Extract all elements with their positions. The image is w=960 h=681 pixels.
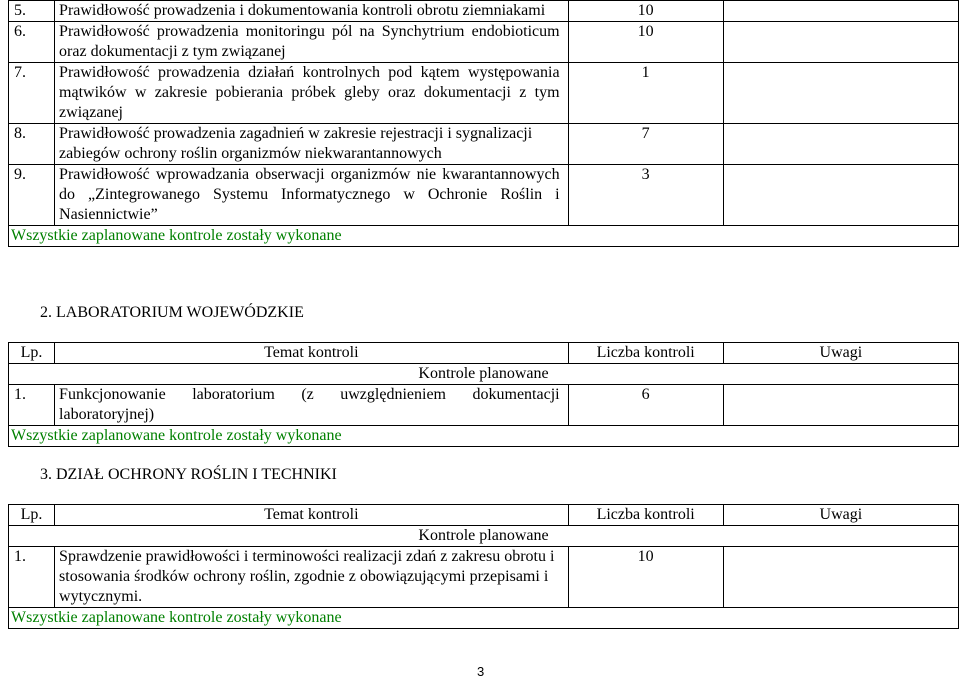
section-heading-plant-protection: 3. DZIAŁ OCHRONY ROŚLIN I TECHNIKI (40, 466, 337, 483)
page-number: 3 (477, 664, 485, 679)
header-topic: Temat kontroli (55, 505, 569, 526)
row-topic: Prawidłowość prowadzenia i dokumentowania kontroli obrotu ziemniakami (55, 1, 569, 22)
summary-row (9, 426, 959, 447)
row-count: 6 (568, 385, 723, 426)
table-row (9, 385, 959, 426)
header-notes: Uwagi (723, 505, 958, 526)
row-number: 1. (9, 547, 55, 608)
header-row (9, 505, 959, 526)
header-topic: Temat kontroli (55, 343, 569, 364)
planned-label: Kontrole planowane (9, 526, 959, 547)
row-count: 10 (568, 22, 723, 63)
planned-row (9, 364, 959, 385)
row-number: 9. (9, 165, 55, 226)
laboratory-table (8, 342, 959, 447)
table-row (9, 22, 959, 63)
summary-text: Wszystkie zaplanowane kontrole zostały wykonane (9, 426, 959, 447)
row-topic: Prawidłowość wprowadzania obserwacji organizmów nie kwarantannowych do „Zintegrowanego Systemu Informatycznego w Ochronie Roślin i Nasiennictwie” (55, 165, 569, 226)
row-notes (723, 165, 958, 226)
header-count: Liczba kontroli (568, 343, 723, 364)
planned-row (9, 526, 959, 547)
row-number: 8. (9, 124, 55, 165)
row-number: 7. (9, 63, 55, 124)
controls-table-continued (8, 0, 959, 247)
table-row (9, 165, 959, 226)
summary-row (9, 226, 959, 247)
section-heading-laboratory: 2. LABORATORIUM WOJEWÓDZKIE (40, 304, 304, 321)
row-notes (723, 22, 958, 63)
row-topic: Prawidłowość prowadzenia monitoringu pól na Synchytrium endobioticum oraz dokumentacji z tym związanej (55, 22, 569, 63)
row-count: 3 (568, 165, 723, 226)
summary-row (9, 608, 959, 629)
summary-text: Wszystkie zaplanowane kontrole zostały wykonane (9, 608, 959, 629)
row-count: 7 (568, 124, 723, 165)
row-notes (723, 124, 958, 165)
table-row (9, 63, 959, 124)
summary-text: Wszystkie zaplanowane kontrole zostały wykonane (9, 226, 959, 247)
row-count: 1 (568, 63, 723, 124)
table-row (9, 1, 959, 22)
header-lp: Lp. (9, 505, 55, 526)
table-row (9, 124, 959, 165)
header-notes: Uwagi (723, 343, 958, 364)
plant-protection-table (8, 504, 959, 629)
header-count: Liczba kontroli (568, 505, 723, 526)
row-notes (723, 63, 958, 124)
header-row (9, 343, 959, 364)
row-topic: Sprawdzenie prawidłowości i terminowości realizacji zdań z zakresu obrotu i stosowania środków ochrony roślin, zgodnie z obowiązującymi przepisami i wytycznymi. (55, 547, 569, 608)
row-count: 10 (568, 1, 723, 22)
row-number: 6. (9, 22, 55, 63)
row-notes (723, 547, 958, 608)
row-topic: Prawidłowość prowadzenia zagadnień w zakresie rejestracji i sygnalizacji zabiegów ochrony roślin organizmów niekwarantannowych (55, 124, 569, 165)
row-notes (723, 1, 958, 22)
row-count: 10 (568, 547, 723, 608)
header-lp: Lp. (9, 343, 55, 364)
planned-label: Kontrole planowane (9, 364, 959, 385)
row-notes (723, 385, 958, 426)
row-number: 5. (9, 1, 55, 22)
row-topic: Prawidłowość prowadzenia działań kontrolnych pod kątem występowania mątwików w zakresie pobierania próbek gleby oraz dokumentacji z tym związanej (55, 63, 569, 124)
row-number: 1. (9, 385, 55, 426)
row-topic: Funkcjonowanie laboratorium (z uwzględnieniem dokumentacji laboratoryjnej) (55, 385, 569, 426)
table-row (9, 547, 959, 608)
